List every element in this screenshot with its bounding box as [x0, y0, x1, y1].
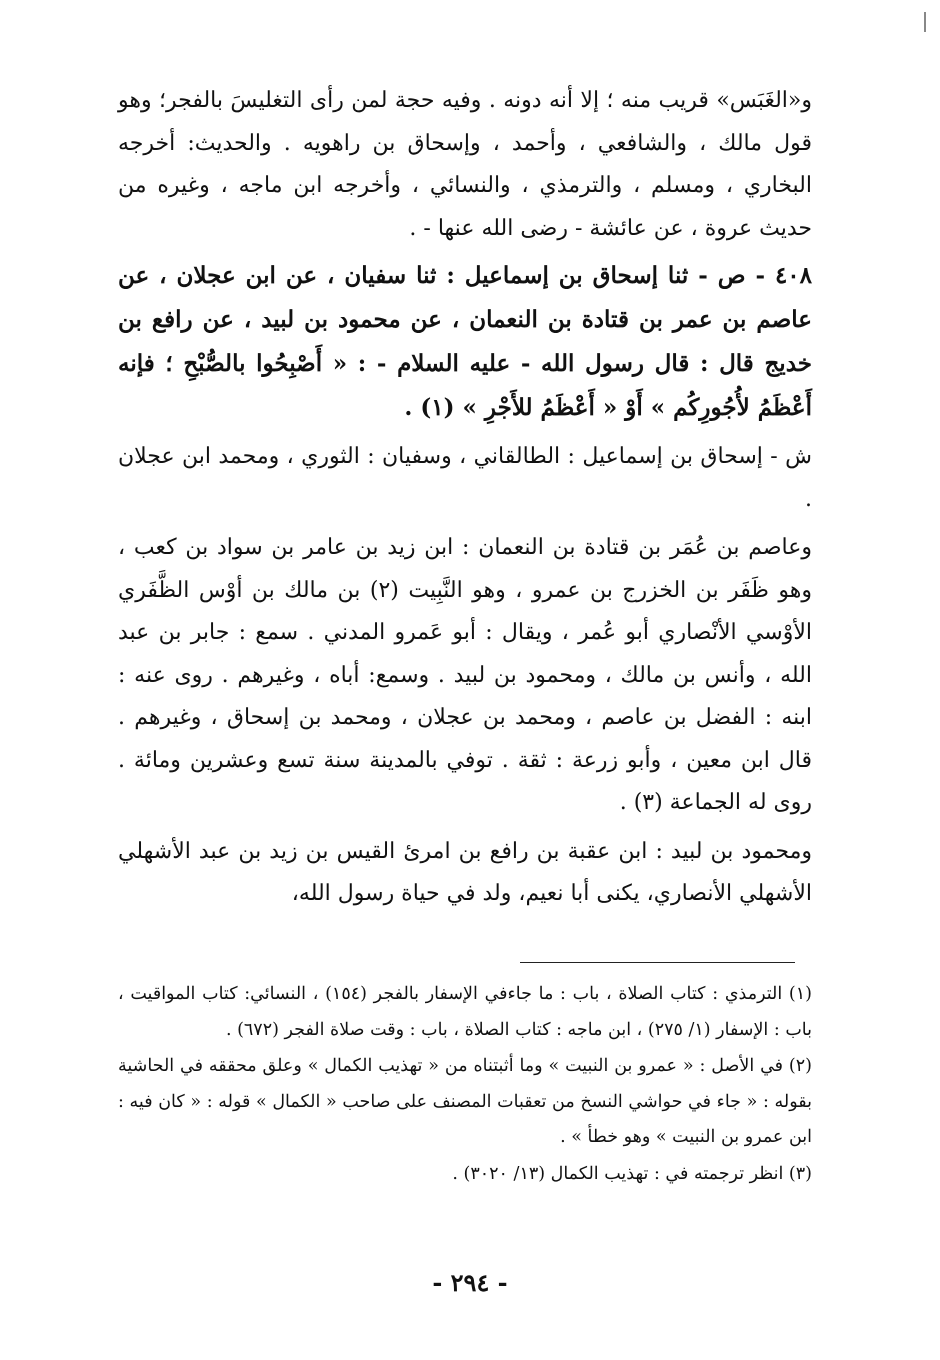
scan-edge-mark [924, 12, 926, 32]
hadith-408: ٤٠٨ - ص - ثنا إسحاق بن إسماعيل : ثنا سفيان ، عن ابن عجلان ، عن عاصم بن عمر بن قتادة بن النعمان ، عن محمود بن لبيد ، عن رافع بن خديج قال : قال رسول الله - عليه السلام - : « أَصْبِحُوا بالصُّبْحِ ؛ فإنه أَعْظَمُ لأُجُورِكُم » أَوْ « أَعْظَمُ للأَجْرِ » (١) . [118, 262, 812, 421]
paragraph-ghabas: و«الغَبَس» قريب منه ؛ إلا أنه دونه . وفيه حجة لمن رأى التغليسَ بالفجر؛ وهو قول مالك ، والشافعي ، وأحمد ، وإسحاق بن راهويه . والحديث: أخرجه البخاري ، ومسلم ، والترمذي ، والنسائي ، وأخرجه ابن ماجه ، وغيره من حديث عروة ، عن عائشة - رضى الله عنها - . [118, 88, 812, 241]
footnote-3: (٣) انظر ترجمته في : تهذيب الكمال (١٣/ ٣٠٢٠) . [452, 1163, 812, 1184]
page-number: - ٢٩٤ - [432, 1268, 508, 1297]
paragraph-asim: وعاصم بن عُمَر بن قتادة بن النعمان : ابن زيد بن عامر بن سواد بن كعب ، وهو ظَفَر بن الخزرج بن عمرو ، وهو النَّبِيت (٢) بن مالك بن أوْس الظَّفَري الأوْسي الأنْصاري أبو عُمر ، ويقال : أبو عَمرو المدني . سمع : جابر بن عبد الله ، وأنس بن مالك ، ومحمود بن لبيد . وسمع: أباه ، وغيرهم . روى عنه : ابنه : الفضل بن عاصم ، ومحمد بن عجلان ، ومحمد بن إسحاق ، وغيرهم . قال ابن معين ، وأبو زرعة : ثقة . توفي بالمدينة سنة تسع وعشرين ومائة . روى له الجماعة (٣) . [118, 535, 812, 815]
main-text [118, 80, 812, 916]
footnote-divider [520, 962, 795, 963]
paragraph-mahmud: ومحمود بن لبيد : ابن عقبة بن رافع بن امرئ القيس بن زيد بن عبد الأشهلي الأشهلي الأنصاري، يكنى أبا نعيم، ولد في حياة رسول الله، [118, 838, 812, 906]
paragraph-sharh: ش - إسحاق بن إسماعيل : الطالقاني ، وسفيان : الثوري ، ومحمد ابن عجلان . [118, 444, 812, 512]
footnote-1: (١) الترمذي : كتاب الصلاة ، باب : ما جاءفي الإسفار بالفجر (١٥٤) ، النسائي: كتاب المواقيت ، باب : الإسفار (١/ ٢٧٥) ، ابن ماجه : كتاب الصلاة ، باب : وقت صلاة الفجر (٦٧٢) . [118, 984, 812, 1040]
footnotes [118, 976, 812, 1192]
footnote-2: (٢) في الأصل : « عمرو بن النبيت » وما أثبتناه من « تهذيب الكمال » وعلق محققه في الحاشية بقوله : « جاء في حواشي النسخ من تعقبات المصنف على صاحب « الكمال » قوله : « كان فيه : ابن عمرو بن النبيت » وهو خطأ » . [118, 1056, 812, 1147]
